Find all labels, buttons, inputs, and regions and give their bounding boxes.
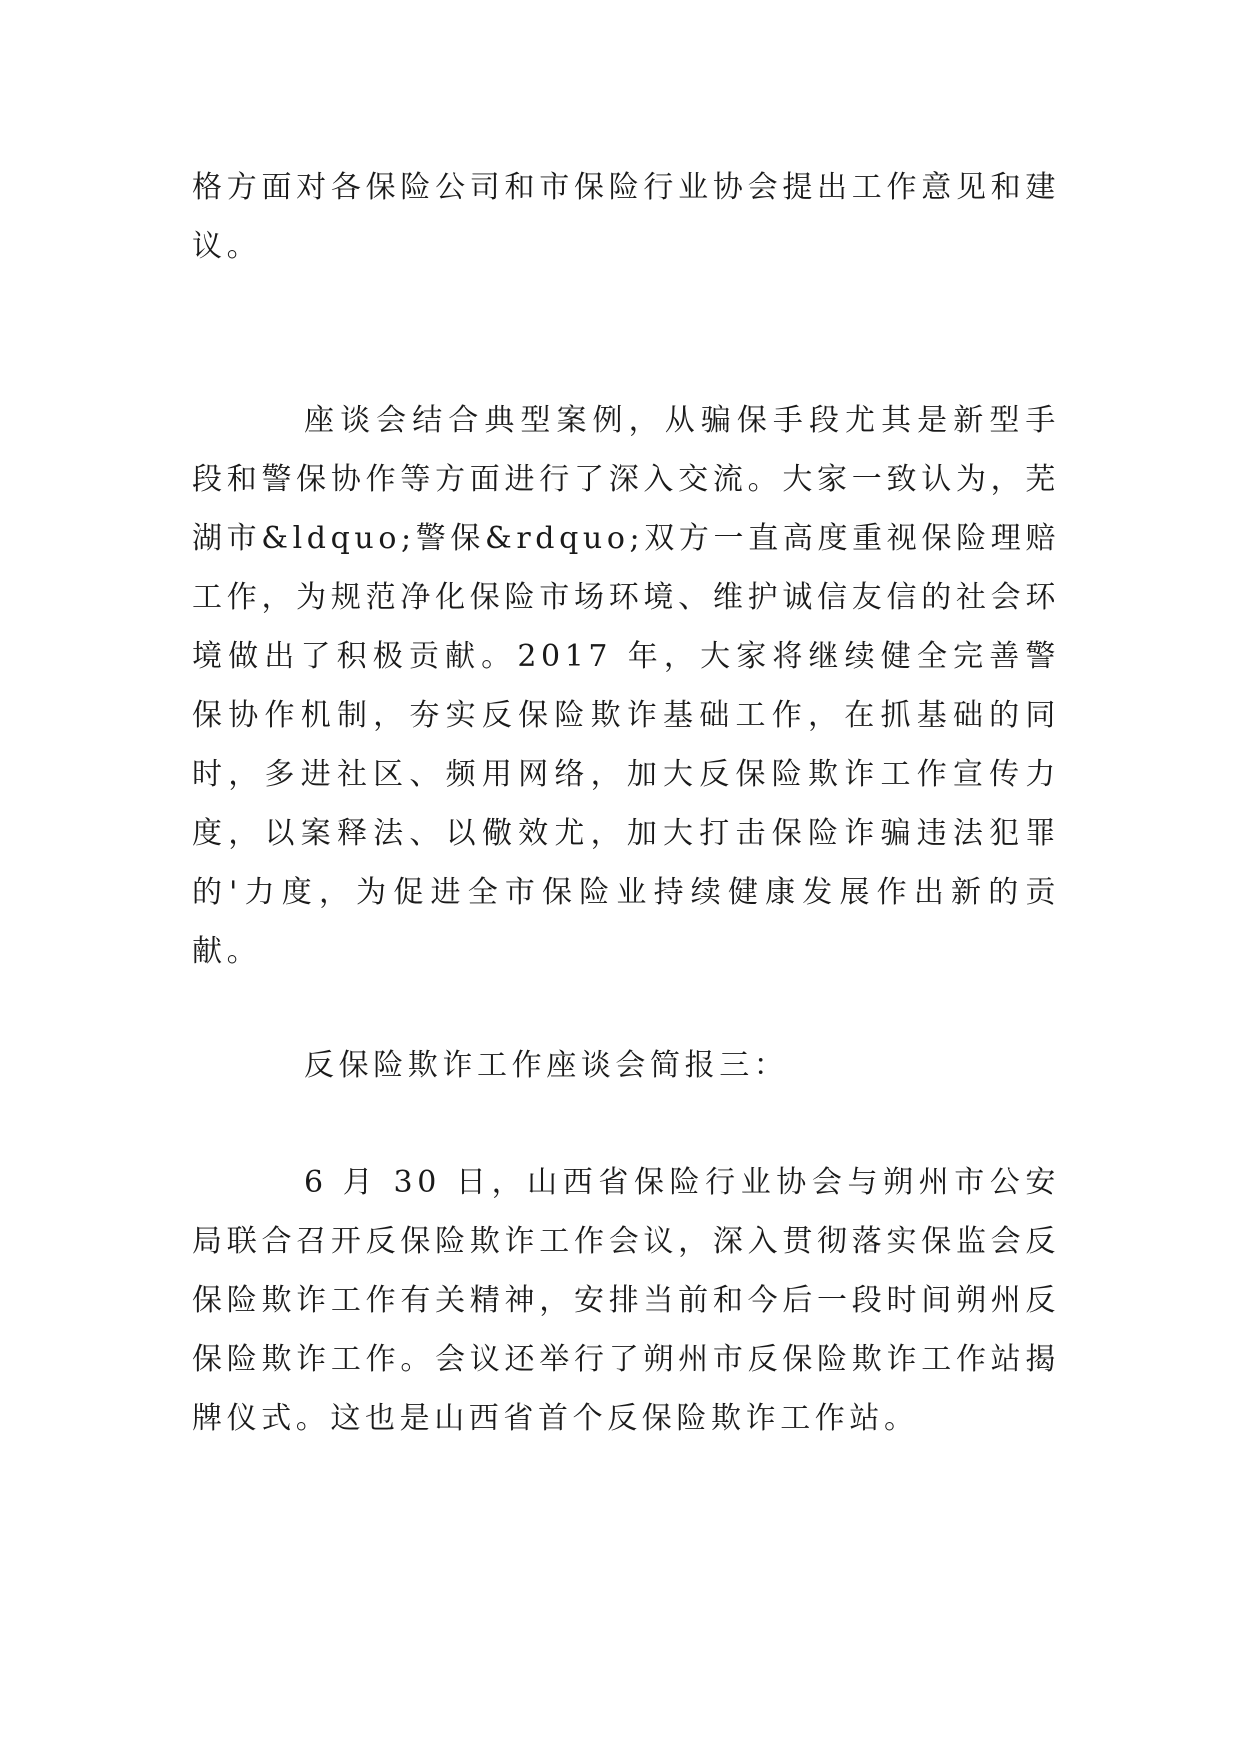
paragraph-forum-summary: 座谈会结合典型案例，从骗保手段尤其是新型手段和警保协作等方面进行了深入交流。大家一致认为，芜湖市&ldquo;警保&rdquo;双方一直高度重视保险理赔工作，为规范净化保险市场环境、维护诚信友信的社会环境做出了积极贡献。2017 年，大家将继续健全完善警保协作机制，夯实反保险欺诈基础工作，在抓基础的同时，多进社区、频用网络，加大反保险欺诈工作宣传力度，以案释法、以儆效尤，加大打击保险诈骗违法犯罪的'力度，为促进全市保险业持续健康发展作出新的贡献。: [192, 403, 1060, 969]
paragraph-shuozhou-meeting: 6 月 30 日，山西省保险行业协会与朔州市公安局联合召开反保险欺诈工作会议，深入贯彻落实保监会反保险欺诈工作有关精神，安排当前和今后一段时间朔州反保险欺诈工作。会议还举行了朔州市反保险欺诈工作站揭牌仪式。这也是山西省首个反保险欺诈工作站。: [192, 1165, 1060, 1436]
section-heading: 反保险欺诈工作座谈会简报三：: [304, 1048, 789, 1083]
paragraph-continuation: 格方面对各保险公司和市保险行业协会提出工作意见和建议。: [192, 170, 1060, 264]
